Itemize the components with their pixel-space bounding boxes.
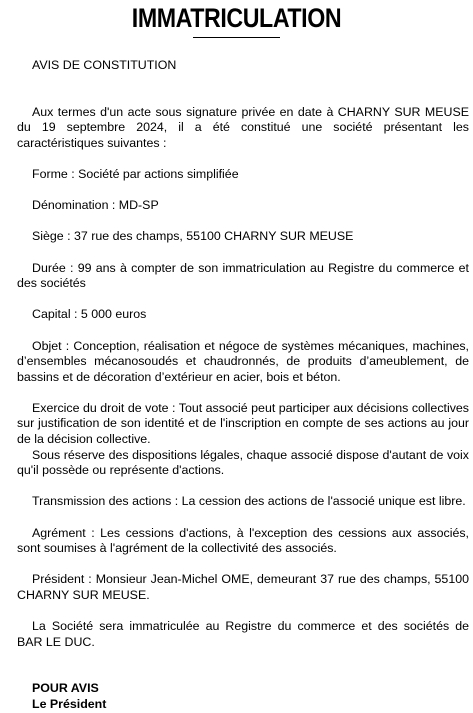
immatriculation-paragraph: La Société sera immatriculée au Registre du commerce et des sociétés de BAR LE DUC.	[17, 619, 469, 649]
page-title: IMMATRICULATION	[131, 3, 342, 33]
agrement-paragraph: Agrément : Les cessions d'actions, à l'exception des cessions aux associés, sont soumises à l'agrément de la collectivité des associés.	[17, 525, 469, 556]
intro-paragraph: Aux termes d'un acte sous signature privée en date à CHARNY SUR MEUSE du 19 septembre 2024, il a été constitué une société présentant les caractéristiques suivantes :	[17, 104, 469, 150]
signature-pour-avis: POUR AVIS	[32, 681, 99, 696]
title-underline	[193, 37, 280, 38]
signature-le-president: Le Président	[32, 696, 107, 711]
vote-paragraph: Exercice du droit de vote : Tout associé peut participer aux décisions collectives sur justification de son identité et de l'inscription en compte de ses actions au jour de la décision collective.	[17, 400, 469, 447]
siege-paragraph: Siège : 37 rue des champs, 55100 CHARNY SUR MEUSE	[32, 229, 354, 244]
duree-paragraph: Durée : 99 ans à compter de son immatriculation au Registre du commerce et des sociétés	[17, 260, 469, 291]
transmission-paragraph: Transmission des actions : La cession des actions de l'associé unique est libre.	[32, 494, 466, 509]
president-paragraph: Président : Monsieur Jean-Michel OME, demeurant 37 rue des champs, 55100 CHARNY SUR MEUSE.	[17, 572, 469, 602]
notice-body	[17, 58, 469, 713]
notice-heading: AVIS DE CONSTITUTION	[32, 58, 177, 72]
reserve-paragraph: Sous réserve des dispositions légales, chaque associé dispose d'autant de voix qu'il possède ou représente d'actions.	[17, 447, 469, 478]
objet-paragraph: Objet : Conception, réalisation et négoce de systèmes mécaniques, machines, d’ensembles mécanosoudés et chaudronnés, de produits d’ameublement, de bassins et de décoration d’extérieur en acier, bois et béton.	[17, 338, 469, 384]
denomination-paragraph: Dénomination : MD-SP	[32, 198, 159, 213]
forme-paragraph: Forme : Société par actions simplifiée	[32, 166, 239, 181]
capital-paragraph: Capital : 5 000 euros	[32, 307, 147, 322]
